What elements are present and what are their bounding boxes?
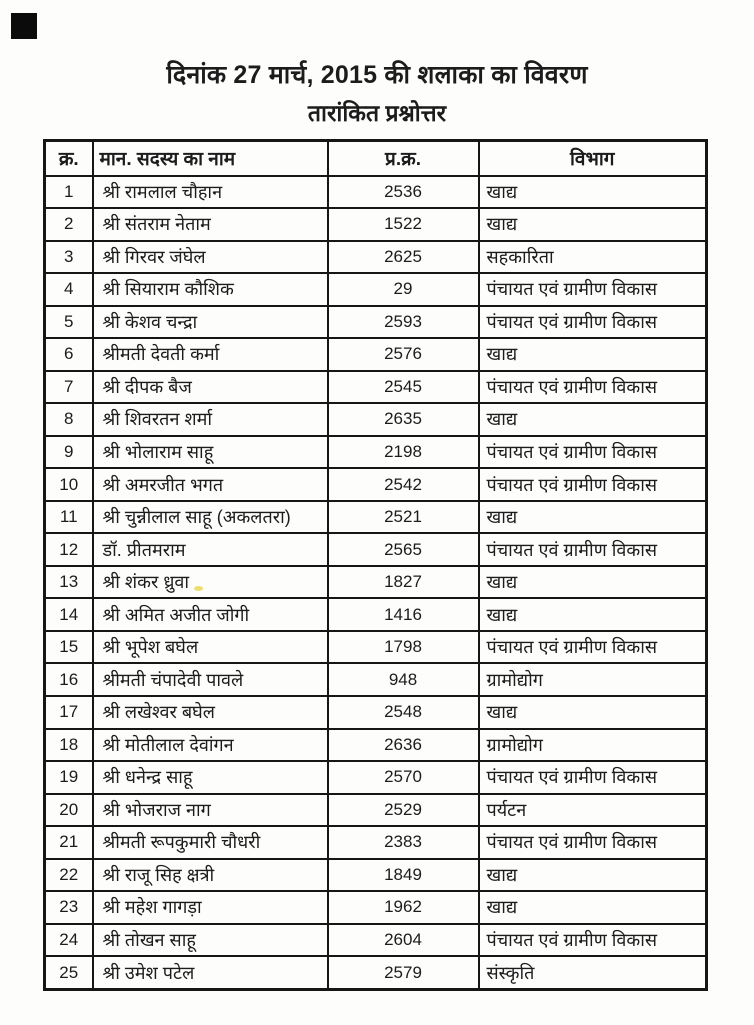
question-no-cell: 2635	[328, 403, 479, 436]
serial-no-cell: 22	[45, 859, 93, 892]
question-no-cell: 2565	[328, 533, 479, 566]
table-row	[45, 826, 707, 859]
scan-corner-mark	[11, 13, 37, 39]
table-row	[45, 338, 707, 371]
department-cell: खाद्य	[479, 859, 707, 892]
department-cell: सहकारिता	[479, 241, 707, 274]
question-no-cell: 2576	[328, 338, 479, 371]
serial-no-cell: 20	[45, 794, 93, 827]
department-cell: पर्यटन	[479, 794, 707, 827]
serial-no-cell: 16	[45, 663, 93, 696]
question-no-cell: 2625	[328, 241, 479, 274]
member-name-cell: श्री महेश गागड़ा	[93, 891, 328, 924]
question-no-cell: 948	[328, 663, 479, 696]
question-no-cell: 2383	[328, 826, 479, 859]
table-row	[45, 859, 707, 892]
member-name-cell: श्री शिवरतन शर्मा	[93, 403, 328, 436]
question-no-cell: 2521	[328, 501, 479, 534]
table-row	[45, 371, 707, 404]
question-no-cell: 1416	[328, 598, 479, 631]
member-name-cell: श्री दीपक बैज	[93, 371, 328, 404]
serial-no-cell: 7	[45, 371, 93, 404]
table-row	[45, 273, 707, 306]
table-row	[45, 761, 707, 794]
serial-no-cell: 3	[45, 241, 93, 274]
member-name-cell: श्री तोखन साहू	[93, 924, 328, 957]
table-row	[45, 891, 707, 924]
table-row	[45, 598, 707, 631]
serial-no-cell: 12	[45, 533, 93, 566]
department-cell: खाद्य	[479, 566, 707, 599]
serial-no-cell: 24	[45, 924, 93, 957]
table-row	[45, 566, 707, 599]
department-cell: पंचायत एवं ग्रामीण विकास	[479, 371, 707, 404]
table-row	[45, 663, 707, 696]
table-body	[45, 176, 707, 990]
member-name-cell: श्रीमती चंपादेवी पावले	[93, 663, 328, 696]
table-row	[45, 241, 707, 274]
table-row	[45, 729, 707, 762]
table-row	[45, 468, 707, 501]
member-name-cell: श्री अमरजीत भगत	[93, 468, 328, 501]
table-row	[45, 956, 707, 989]
member-name-cell: श्री लखेश्वर बघेल	[93, 696, 328, 729]
header-question-no: प्र.क्र.	[328, 141, 479, 176]
header-serial-no: क्र.	[45, 141, 93, 176]
serial-no-cell: 21	[45, 826, 93, 859]
serial-no-cell: 17	[45, 696, 93, 729]
serial-no-cell: 23	[45, 891, 93, 924]
question-no-cell: 2593	[328, 306, 479, 339]
member-name-cell: श्री गिरवर जंघेल	[93, 241, 328, 274]
member-name-cell: श्री अमित अजीत जोगी	[93, 598, 328, 631]
department-cell: संस्कृति	[479, 956, 707, 989]
member-name-cell: श्री केशव चन्द्रा	[93, 306, 328, 339]
member-name-cell: श्री राजू सिह क्षत्री	[93, 859, 328, 892]
member-name-cell: श्री संतराम नेताम	[93, 208, 328, 241]
table-row	[45, 924, 707, 957]
serial-no-cell: 13	[45, 566, 93, 599]
table-row	[45, 533, 707, 566]
question-no-cell: 2570	[328, 761, 479, 794]
question-no-cell: 1849	[328, 859, 479, 892]
serial-no-cell: 25	[45, 956, 93, 989]
question-no-cell: 1522	[328, 208, 479, 241]
department-cell: पंचायत एवं ग्रामीण विकास	[479, 436, 707, 469]
question-no-cell: 2542	[328, 468, 479, 501]
serial-no-cell: 15	[45, 631, 93, 664]
table-row	[45, 403, 707, 436]
department-cell: खाद्य	[479, 696, 707, 729]
question-no-cell: 2536	[328, 176, 479, 209]
header-department: विभाग	[479, 141, 707, 176]
department-cell: खाद्य	[479, 176, 707, 209]
member-name-cell: श्री धनेन्द्र साहू	[93, 761, 328, 794]
department-cell: पंचायत एवं ग्रामीण विकास	[479, 533, 707, 566]
question-no-cell: 2529	[328, 794, 479, 827]
member-name-cell: श्री उमेश पटेल	[93, 956, 328, 989]
department-cell: पंचायत एवं ग्रामीण विकास	[479, 306, 707, 339]
serial-no-cell: 5	[45, 306, 93, 339]
table-row	[45, 631, 707, 664]
member-name-cell: श्री शंकर ध्रुवा	[93, 566, 328, 599]
shalaka-table	[43, 139, 708, 991]
question-no-cell: 29	[328, 273, 479, 306]
member-name-cell: श्री भोजराज नाग	[93, 794, 328, 827]
serial-no-cell: 19	[45, 761, 93, 794]
department-cell: पंचायत एवं ग्रामीण विकास	[479, 468, 707, 501]
table-row	[45, 208, 707, 241]
question-no-cell: 2604	[328, 924, 479, 957]
question-no-cell: 1798	[328, 631, 479, 664]
serial-no-cell: 1	[45, 176, 93, 209]
table-header-row	[45, 141, 707, 176]
department-cell: खाद्य	[479, 598, 707, 631]
member-name-cell: श्रीमती रूपकुमारी चौधरी	[93, 826, 328, 859]
table-row	[45, 306, 707, 339]
member-name-cell: श्री मोतीलाल देवांगन	[93, 729, 328, 762]
department-cell: खाद्य	[479, 403, 707, 436]
question-no-cell: 2198	[328, 436, 479, 469]
table-row	[45, 794, 707, 827]
department-cell: पंचायत एवं ग्रामीण विकास	[479, 924, 707, 957]
question-no-cell: 1827	[328, 566, 479, 599]
department-cell: पंचायत एवं ग्रामीण विकास	[479, 761, 707, 794]
member-name-cell: श्री भूपेश बघेल	[93, 631, 328, 664]
question-no-cell: 2545	[328, 371, 479, 404]
department-cell: खाद्य	[479, 891, 707, 924]
serial-no-cell: 2	[45, 208, 93, 241]
table-row	[45, 176, 707, 209]
document-title: दिनांक 27 मार्च, 2015 की शलाका का विवरण	[166, 61, 588, 89]
serial-no-cell: 8	[45, 403, 93, 436]
table-row	[45, 696, 707, 729]
department-cell: खाद्य	[479, 501, 707, 534]
question-no-cell: 1962	[328, 891, 479, 924]
member-name-cell: श्री रामलाल चौहान	[93, 176, 328, 209]
department-cell: खाद्य	[479, 208, 707, 241]
serial-no-cell: 18	[45, 729, 93, 762]
question-no-cell: 2548	[328, 696, 479, 729]
department-cell: पंचायत एवं ग्रामीण विकास	[479, 826, 707, 859]
scan-highlight-artifact	[194, 586, 203, 591]
member-name-cell: श्री भोलाराम साहू	[93, 436, 328, 469]
serial-no-cell: 6	[45, 338, 93, 371]
serial-no-cell: 9	[45, 436, 93, 469]
department-cell: ग्रामोद्योग	[479, 729, 707, 762]
department-cell: ग्रामोद्योग	[479, 663, 707, 696]
department-cell: पंचायत एवं ग्रामीण विकास	[479, 631, 707, 664]
member-name-cell: श्रीमती देवती कर्मा	[93, 338, 328, 371]
serial-no-cell: 10	[45, 468, 93, 501]
question-no-cell: 2579	[328, 956, 479, 989]
header-member-name: मान. सदस्य का नाम	[93, 141, 328, 176]
table-row	[45, 436, 707, 469]
member-name-cell: डॉ. प्रीतमराम	[93, 533, 328, 566]
table-row	[45, 501, 707, 534]
question-no-cell: 2636	[328, 729, 479, 762]
serial-no-cell: 11	[45, 501, 93, 534]
department-cell: पंचायत एवं ग्रामीण विकास	[479, 273, 707, 306]
serial-no-cell: 4	[45, 273, 93, 306]
member-name-cell: श्री सियाराम कौशिक	[93, 273, 328, 306]
serial-no-cell: 14	[45, 598, 93, 631]
member-name-cell: श्री चुन्नीलाल साहू (अकलतरा)	[93, 501, 328, 534]
department-cell: खाद्य	[479, 338, 707, 371]
document-subtitle: तारांकित प्रश्नोत्तर	[307, 100, 447, 126]
